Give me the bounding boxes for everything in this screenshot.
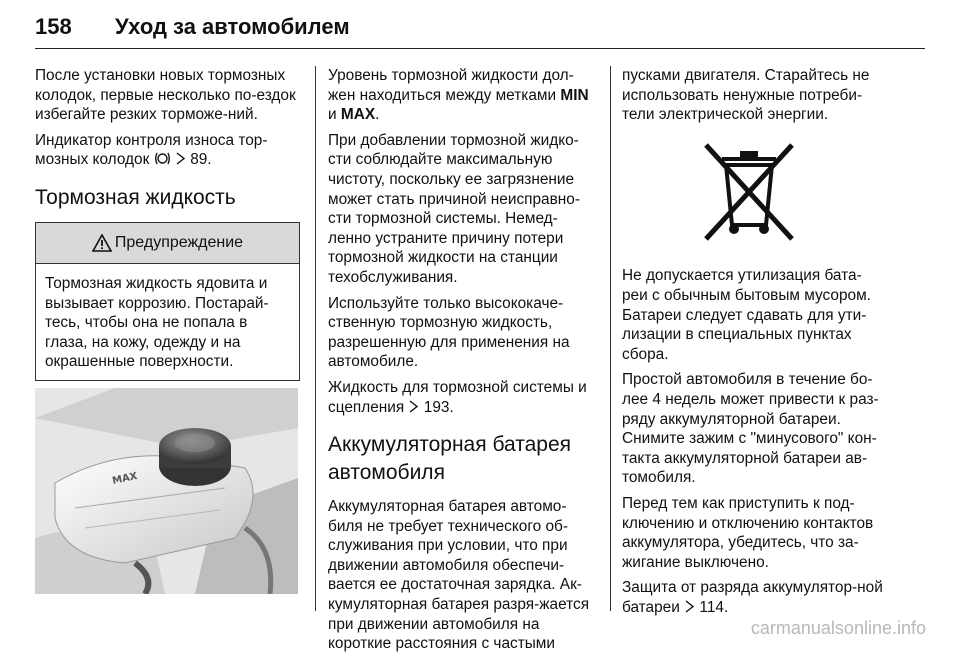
warning-triangle-icon (92, 234, 112, 252)
watermark: carmanualsonline.info (750, 618, 926, 638)
column-right (622, 66, 887, 623)
paragraph-ignition-off: Перед тем как приступить к под-ключению и отключению контактов аккумулятора, убедитесь, что за-жигание выключено. (622, 494, 874, 571)
column-left (35, 66, 300, 381)
paragraph-battery-maintenance: Аккумуляторная батарея автомо-биля не требует технического об-служивания при условии, что при движении автомобиля обеспечи-вается ее достаточная зарядка. Ак-кумуляторная батарея разря-жается при движении автомобиля на короткие расстояния с частыми (328, 498, 590, 653)
brake-wear-icon (154, 151, 171, 166)
paragraph-fluid-reference (328, 378, 600, 417)
page-reference-icon (408, 400, 419, 413)
brake-fluid-reservoir-photo (35, 388, 298, 594)
discharge-protection-text: Защита от разряда аккумулятор-ной батареи (622, 579, 883, 616)
paragraph-long-idle: Простой автомобиля в течение бо-лее 4 недель может привести к раз-ряду аккумуляторной батареи. Снимите зажим с "минусового" кон-такта аккумуляторной батареи ав-томобиля. (622, 371, 879, 487)
page-reference-icon (175, 152, 186, 165)
fluid-reference-text: Жидкость для тормозной системы и сцепления (328, 378, 587, 416)
section-title-battery: Аккумуляторная батарея автомобиля (328, 433, 571, 485)
svg-text:MAX: MAX (111, 470, 139, 487)
discharge-protection-page: 114. (699, 598, 729, 616)
warning-box (35, 222, 300, 381)
wear-indicator-ref: 89. (190, 151, 212, 169)
crossed-out-bin-icon (694, 137, 804, 247)
page-header (35, 8, 925, 49)
fluid-reference-page: 193. (423, 398, 454, 416)
chapter-title: Уход за автомобилем (115, 14, 350, 39)
paragraph-battery-disposal: Не допускается утилизация бата-реи с обычным бытовым мусором. Батареи следует сдавать для ути-лизации в специальных пунктах сбора. (622, 267, 871, 363)
max-mark: MAX (340, 106, 376, 124)
paragraph-wear-indicator (35, 131, 300, 170)
column-middle (328, 66, 600, 660)
column-divider-2 (610, 66, 611, 611)
page-number: 158 (35, 14, 72, 39)
paragraph-fluid-level: Уровень тормозной жидкости дол-жен находиться между метками MIN и MAX. (328, 67, 589, 124)
column-divider-1 (315, 66, 316, 611)
paragraph-cleanliness: При добавлении тормозной жидко-сти соблюдайте максимальную чистоту, поскольку ее загрязнение может стать причиной неисправно-сти тормозной системы. Немед-ленно устраните причину потери тормозной жидкости на станции техобслуживания. (328, 131, 580, 286)
fluid-level-text: Уровень тормозной жидкости дол-жен находиться между метками (328, 67, 574, 104)
wear-indicator-text: Индикатор контроля износа тор-мозных колодок (35, 131, 268, 169)
warning-header (36, 223, 299, 264)
warning-text: Тормозная жидкость ядовита и вызывает коррозию. Постарай-тесь, чтобы она не попала в глаза, на кожу, одежду и на окрашенные поверхности. (45, 274, 269, 371)
min-mark: MIN (560, 86, 589, 104)
and-word: и (328, 106, 337, 124)
paragraph-engine-starts: пусками двигателя. Старайтесь не использовать ненужные потреби-тели электрической энергии. (622, 67, 870, 124)
section-title-brake-fluid: Тормозная жидкость (35, 185, 236, 209)
paragraph-quality-fluid: Используйте только высококаче-ственную тормозную жидкость, разрешенную для применения на автомобиле. (328, 294, 570, 371)
page-reference-icon (684, 600, 695, 613)
paragraph-new-pads: После установки новых тормозных колодок, первые несколько по-ездок избегайте резких торможе-ний. (35, 67, 296, 124)
warning-title: Предупреждение (114, 234, 244, 252)
reservoir-illustration (35, 388, 298, 594)
paragraph-discharge-protection (622, 578, 887, 617)
